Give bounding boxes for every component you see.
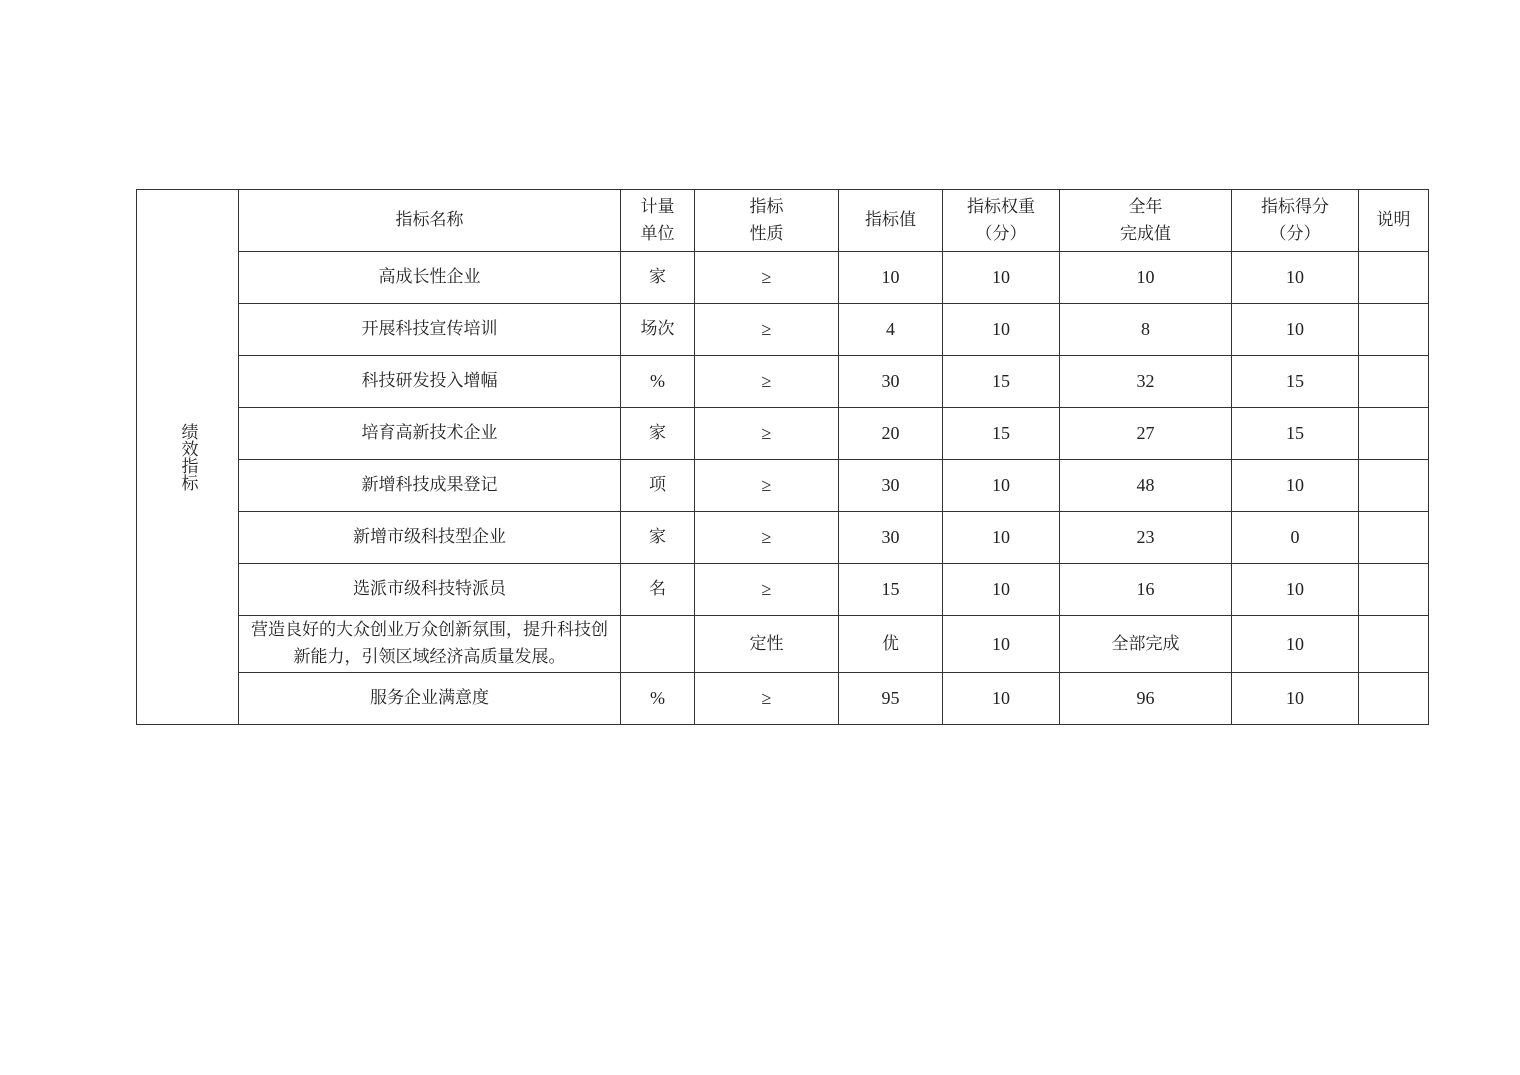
- header-unit-line2: 单位: [640, 223, 675, 244]
- cell-completion: 48: [1060, 460, 1232, 512]
- cell-nature: ≥: [695, 252, 839, 304]
- cell-unit: 家: [621, 408, 695, 460]
- cell-unit: 项: [621, 460, 695, 512]
- header-score-line2: （分）: [1269, 223, 1321, 244]
- cell-unit: 名: [621, 564, 695, 616]
- cell-value: 4: [839, 304, 943, 356]
- cell-nature: ≥: [695, 408, 839, 460]
- table-row: [137, 460, 1429, 512]
- cell-value: 20: [839, 408, 943, 460]
- cell-value: 30: [839, 460, 943, 512]
- header-value: 指标值: [839, 190, 943, 252]
- cell-score: 10: [1232, 460, 1359, 512]
- table-row: [137, 252, 1429, 304]
- cell-name: 培育高新技术企业: [239, 408, 621, 460]
- side-label: 绩效指标: [177, 423, 198, 491]
- cell-value: 30: [839, 356, 943, 408]
- cell-unit: [621, 616, 695, 673]
- cell-score: 10: [1232, 304, 1359, 356]
- header-name: 指标名称: [239, 190, 621, 252]
- cell-value: 30: [839, 512, 943, 564]
- cell-nature: ≥: [695, 304, 839, 356]
- header-weight: [943, 190, 1060, 252]
- cell-nature: ≥: [695, 564, 839, 616]
- cell-weight: 10: [943, 512, 1060, 564]
- cell-note: [1359, 512, 1429, 564]
- cell-score: 15: [1232, 408, 1359, 460]
- cell-nature: 定性: [695, 616, 839, 673]
- cell-name: 新增市级科技型企业: [239, 512, 621, 564]
- cell-name: 营造良好的大众创业万众创新氛围，提升科技创新能力，引领区域经济高质量发展。: [239, 616, 621, 673]
- cell-name: 高成长性企业: [239, 252, 621, 304]
- cell-name: 开展科技宣传培训: [239, 304, 621, 356]
- cell-unit: 场次: [621, 304, 695, 356]
- cell-completion: 8: [1060, 304, 1232, 356]
- table-row: [137, 304, 1429, 356]
- cell-note: [1359, 408, 1429, 460]
- side-label-cell: [137, 190, 239, 725]
- cell-score: 10: [1232, 616, 1359, 673]
- cell-value: 95: [839, 673, 943, 725]
- cell-note: [1359, 460, 1429, 512]
- cell-nature: ≥: [695, 673, 839, 725]
- cell-name: 服务企业满意度: [239, 673, 621, 725]
- cell-completion: 32: [1060, 356, 1232, 408]
- cell-name: 新增科技成果登记: [239, 460, 621, 512]
- header-completion-line1: 全年: [1128, 196, 1163, 217]
- cell-weight: 10: [943, 252, 1060, 304]
- cell-weight: 15: [943, 356, 1060, 408]
- cell-unit: 家: [621, 252, 695, 304]
- table-row: [137, 616, 1429, 673]
- cell-note: [1359, 304, 1429, 356]
- cell-note: [1359, 356, 1429, 408]
- cell-score: 10: [1232, 252, 1359, 304]
- cell-unit: %: [621, 356, 695, 408]
- cell-nature: ≥: [695, 356, 839, 408]
- header-unit-line1: 计量: [640, 196, 675, 217]
- cell-weight: 10: [943, 564, 1060, 616]
- cell-completion: 16: [1060, 564, 1232, 616]
- header-nature: [695, 190, 839, 252]
- cell-note: [1359, 673, 1429, 725]
- cell-nature: ≥: [695, 460, 839, 512]
- cell-score: 15: [1232, 356, 1359, 408]
- cell-note: [1359, 564, 1429, 616]
- cell-unit: 家: [621, 512, 695, 564]
- header-score-line1: 指标得分: [1261, 196, 1329, 217]
- cell-weight: 10: [943, 673, 1060, 725]
- cell-completion: 10: [1060, 252, 1232, 304]
- cell-value: 10: [839, 252, 943, 304]
- cell-name: 科技研发投入增幅: [239, 356, 621, 408]
- header-unit: [621, 190, 695, 252]
- performance-indicator-table: [136, 189, 1429, 725]
- cell-score: 10: [1232, 673, 1359, 725]
- cell-note: [1359, 252, 1429, 304]
- header-completion-line2: 完成值: [1120, 223, 1171, 244]
- header-row: [137, 190, 1429, 252]
- cell-weight: 15: [943, 408, 1060, 460]
- header-weight-line2: （分）: [975, 223, 1027, 244]
- table-row: [137, 673, 1429, 725]
- cell-completion: 23: [1060, 512, 1232, 564]
- table-row: [137, 356, 1429, 408]
- cell-value: 15: [839, 564, 943, 616]
- cell-weight: 10: [943, 616, 1060, 673]
- cell-weight: 10: [943, 304, 1060, 356]
- cell-name: 选派市级科技特派员: [239, 564, 621, 616]
- cell-unit: %: [621, 673, 695, 725]
- cell-completion: 全部完成: [1060, 616, 1232, 673]
- cell-weight: 10: [943, 460, 1060, 512]
- table-row: [137, 512, 1429, 564]
- table-row: [137, 564, 1429, 616]
- cell-value: 优: [839, 616, 943, 673]
- header-weight-line1: 指标权重: [967, 196, 1035, 217]
- cell-completion: 27: [1060, 408, 1232, 460]
- cell-note: [1359, 616, 1429, 673]
- cell-completion: 96: [1060, 673, 1232, 725]
- table-row: [137, 408, 1429, 460]
- cell-nature: ≥: [695, 512, 839, 564]
- header-nature-line1: 指标: [749, 196, 784, 217]
- header-score: [1232, 190, 1359, 252]
- header-nature-line2: 性质: [749, 223, 784, 244]
- header-completion: [1060, 190, 1232, 252]
- cell-score: 10: [1232, 564, 1359, 616]
- header-note: 说明: [1359, 190, 1429, 252]
- cell-score: 0: [1232, 512, 1359, 564]
